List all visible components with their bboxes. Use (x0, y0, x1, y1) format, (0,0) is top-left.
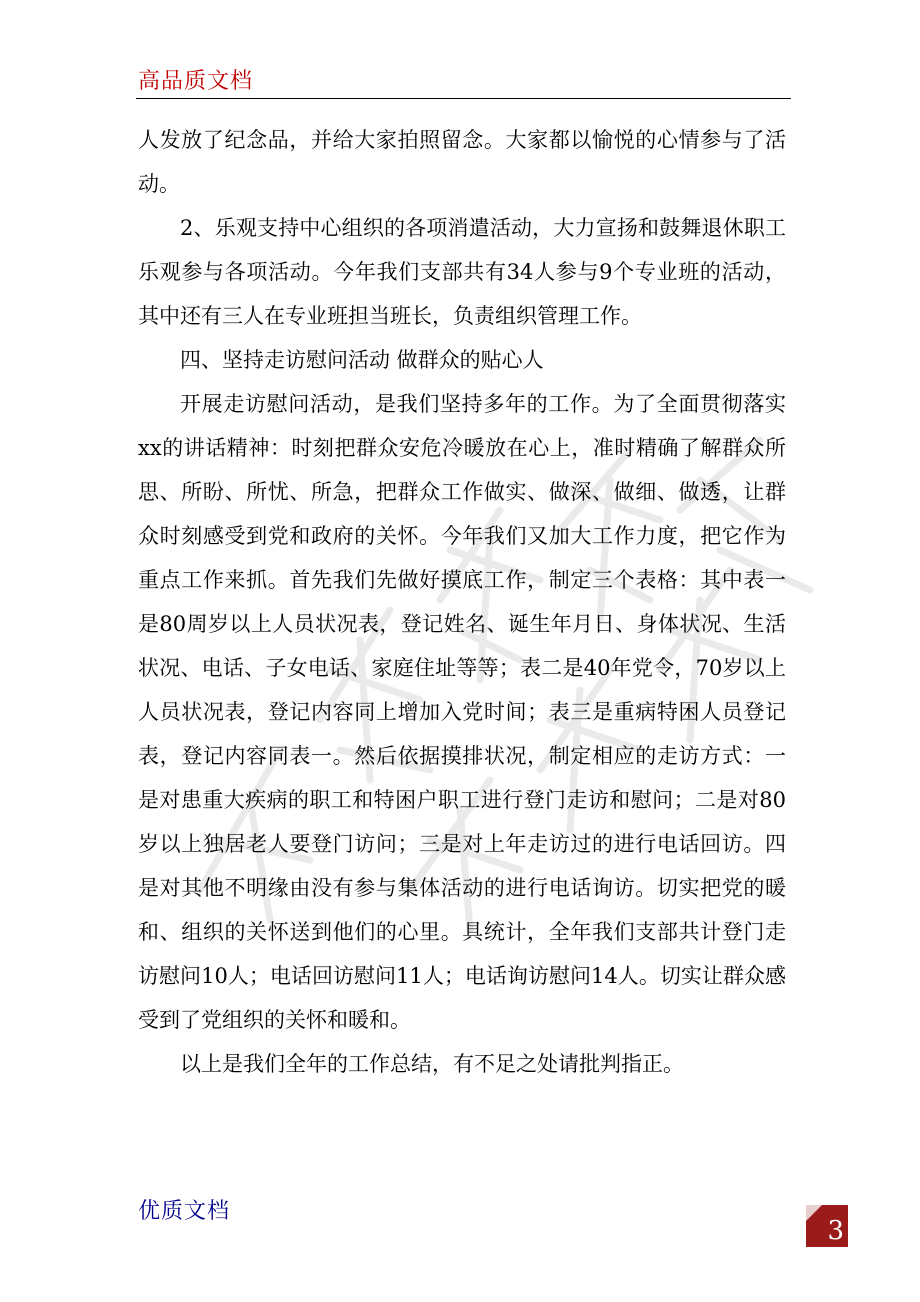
section-heading: 四、坚持走访慰问活动 做群众的贴心人 (180, 348, 544, 372)
paragraph: 开展走访慰问活动，是我们坚持多年的工作。为了全面贯彻落实xx的讲话精神：时刻把群众安危冷暖放在心上，准时精确了解群众所思、所盼、所忧、所急，把群众工作做实、做深、做细、做透，让群众时刻感受到党和政府的关怀。今年我们又加大工作力度，把它作为重点工作来抓。首先我们先做好摸底工作，制定三个表格：其中表一是80周岁以上人员状况表，登记姓名、诞生年月日、身体状况、生活状况、电话、子女电话、家庭住址等等；表二是40年党令，70岁以上人员状况表，登记内容同上增加入党时间；表三是重病特困人员登记表，登记内容同表一。然后依据摸排状况，制定相应的走访方式：一是对患重大疾病的职工和特困户职工进行登门走访和慰问；二是对80岁以上独居老人要登门访问；三是对上年走访过的进行电话回访。四是对其他不明缘由没有参与集体活动的进行电话询访。切实把党的暖和、组织的关怀送到他们的心里。具统计，全年我们支部共计登门走访慰问10人；电话回访慰问11人；电话询访慰问14人。切实让群众感受到了党组织的关怀和暖和。 (138, 392, 786, 1032)
page-number-badge (806, 1205, 848, 1247)
document-body (138, 118, 786, 1086)
header-divider (136, 98, 791, 99)
page-number: 3 (827, 1216, 844, 1246)
header-title: 高品质文档 (138, 69, 254, 94)
paragraph: 2、乐观支持中心组织的各项消遣活动，大力宣扬和鼓舞退休职工乐观参与各项活动。今年我们支部共有34人参与9个专业班的活动，其中还有三人在专业班担当班长，负责组织管理工作。 (138, 216, 786, 328)
paragraph: 以上是我们全年的工作总结，有不足之处请批判指正。 (180, 1052, 684, 1076)
paragraph: 人发放了纪念品，并给大家拍照留念。大家都以愉悦的心情参与了活动。 (138, 128, 786, 196)
footer-title: 优质文档 (138, 1199, 231, 1224)
page-corner-fold-icon (806, 1205, 822, 1221)
